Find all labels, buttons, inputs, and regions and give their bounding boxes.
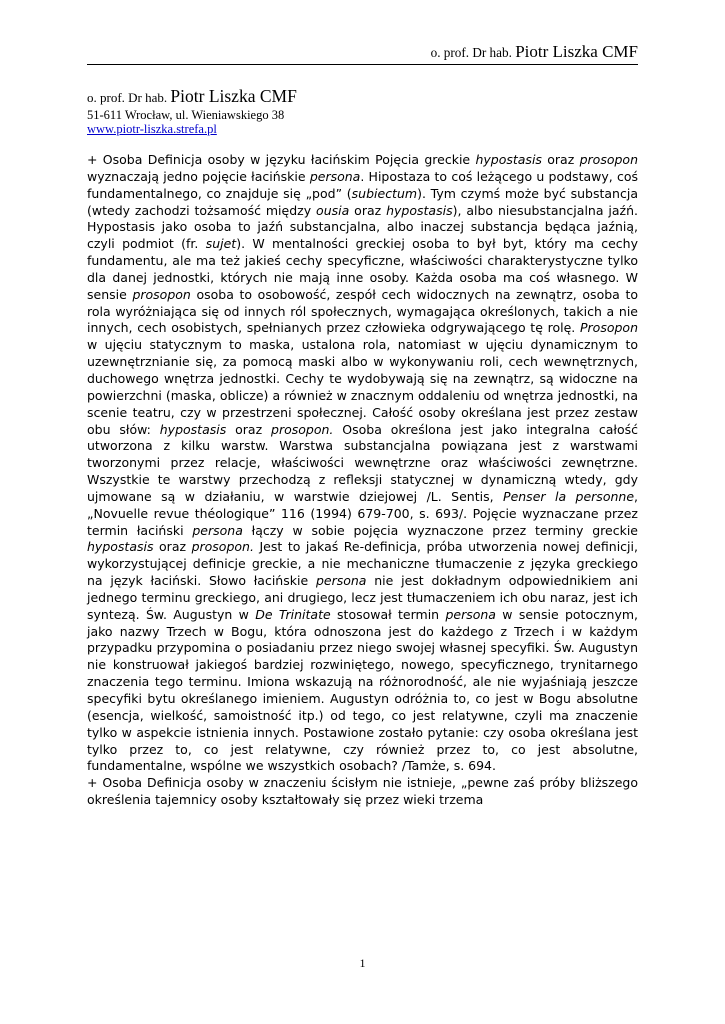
text-run: oraz: [349, 202, 387, 218]
italic-term: hypostasis: [87, 539, 154, 555]
italic-term: Penser la personne: [503, 488, 635, 504]
italic-term: De Trinitate: [255, 606, 331, 622]
italic-term: prosopon: [579, 152, 638, 167]
page-number: 1: [359, 956, 366, 970]
text-run: w ujęciu statycznym to maska, ustalona rola, natomiast w ujęciu dynamicznym to uzewnętrznianie się, za pomocą maski albo w wykonywaniu roli, cech wewnętrznych, duchowego wnętrza jednostki. Cechy te wydobywają się na zewnątrz, są widoczne na powierzchni (maska, oblicze) a również w znacznym oddaleniu od wnętrza jednostki, na scenie teatru, czy w przestrzeni społecznej. Całość osoby określana jest przez zestaw obu słów:: [87, 337, 638, 437]
text-run: oraz: [153, 539, 192, 555]
text-run: + Osoba Definicja osoby w znaczeniu ścisłym nie istnieje, „pewne zaś próby bliższego określenia tajemnicy osoby kształtowały się przez wieki trzema: [87, 775, 638, 808]
italic-term: prosopon.: [191, 539, 254, 555]
italic-term: persona: [445, 606, 496, 622]
text-run: wyznaczają jedno pojęcie łacińskie: [87, 168, 310, 184]
italic-term: prosopon: [132, 286, 191, 302]
italic-term: persona: [192, 522, 243, 538]
text-run: + Osoba Definicja osoby w języku łacińskim Pojęcia greckie: [87, 152, 476, 167]
author-website-link[interactable]: www.piotr-liszka.strefa.pl: [87, 122, 217, 136]
body-paragraph: [87, 152, 638, 775]
header-title-prefix: o. prof. Dr hab.: [430, 45, 512, 60]
text-run: ). W mentalności greckiej osoba to był byt, który ma cechy fundamentu, ale ma też jakieś cechy specyficzne, właściwości charakterystyczne tylko dla danej jednostki, których nie mają inne osoby. Każda osoba ma coś własnego. W sensie: [87, 236, 639, 302]
text-run: oraz: [226, 421, 272, 437]
header-divider: [87, 64, 638, 65]
author-title-prefix: o. prof. Dr hab.: [87, 90, 168, 105]
author-name-line: [87, 86, 297, 108]
text-run: w sensie potocznym, jako nazwy Trzech w Bogu, która odnoszona jest do każdego z Trzech i w każdym przypadku przypomina o posiadaniu przez niego swojej własnej specyfiki. Św. Augustyn nie konstruował jakiegoś bardziej rozwiniętego, nowego, specyficznego, trynitarnego znaczenia tego terminu. Imiona wskazują na różnorodność, ale nie wyjaśniają jeszcze specyfiki bytu określanego imieniem. Augustyn odróżnia to, co jest w Bogu absolutne (esencja, wielkość, samoistność itp.) od tego, co jest relatywne, czyli ma znaczenie tylko w aspekcie istnienia innych. Postawione zostało pytanie: czy osoba określana jest tylko przez to, co jest relatywne, czy również przez to, co jest absolutne, fundamentalne, wspólne we wszystkich osobach? /Tamże, s. 694.: [87, 606, 638, 774]
italic-term: prosopon.: [271, 421, 334, 437]
body-text: [87, 152, 638, 809]
italic-term: hypostasis: [475, 152, 542, 167]
text-run: oraz: [541, 152, 580, 167]
author-address-block: [87, 86, 297, 136]
text-run: stosował termin: [330, 606, 446, 622]
italic-term: hypostasis: [386, 202, 453, 218]
italic-term: hypostasis: [159, 421, 227, 437]
text-run: . Hipostaza to coś leżącego u podstawy, coś fundamentalnego, co znajduje się „pod” (: [87, 168, 638, 201]
text-run: Jest to jakaś Re-definicja, próba utworzenia nowej definicji, wykorzystującej definicje greckie, a nie mechaniczne tłumaczenie z języka greckiego na język łaciński. Słowo łacińskie: [87, 539, 638, 589]
text-run: Osoba określona jest jako integralna całość utworzona z kilku warstw. Warstwa substancjalna powiązana jest z warstwami tworzonymi przez relacje, właściwości wewnętrzne oraz właściwości zewnętrzne. Wszystkie te warstwy przechodzą z refleksji statycznej w dynamiczną wtedy, gdy ujmowane są w działaniu, w warstwie dziejowej /L. Sentis,: [87, 421, 638, 504]
italic-term: persona: [309, 168, 361, 184]
text-run: nie jest dokładnym odpowiednikiem ani jednego terminu greckiego, ani drugiego, lecz jest tłumaczeniem ich obu naraz, jest ich syntezą. Św. Augustyn w: [87, 573, 639, 622]
italic-term: Prosopon: [580, 320, 638, 336]
text-run: osoba to osobowość, zespół cech widocznych na zewnątrz, osoba to rola wyróżniająca się od innych ról społecznych, wymagająca określonych, takich a nie innych, cech osobistych, spełnianych przez człowieka odgrywającego tę rolę.: [87, 286, 638, 336]
text-run: ), albo niesubstancjalna jaźń. Hypostasis jako osoba to jaźń substancjalna, albo inaczej substancja będąca jaźnią, czyli podmiot (fr.: [87, 202, 638, 252]
header-author-name: Piotr Liszka CMF: [515, 42, 638, 61]
body-paragraph: [87, 775, 638, 809]
author-street-address: 51-611 Wrocław, ul. Wieniawskiego 38: [87, 108, 285, 122]
text-run: łączy w sobie pojęcia wyznaczone przez terminy greckie: [242, 522, 639, 538]
italic-term: ousia: [316, 202, 350, 218]
text-run: ). Tym czymś może być substancja (wtedy zachodzi tożsamość między: [87, 185, 638, 218]
italic-term: sujet: [205, 236, 237, 252]
text-run: , „Novuelle revue théologique” 116 (1994) 679-700, s. 693/. Pojęcie wyznaczane przez termin łaciński: [87, 488, 638, 538]
italic-term: subiectum: [351, 185, 418, 201]
italic-term: persona: [315, 573, 367, 589]
author-name: Piotr Liszka CMF: [170, 86, 297, 106]
running-header: [431, 42, 638, 62]
